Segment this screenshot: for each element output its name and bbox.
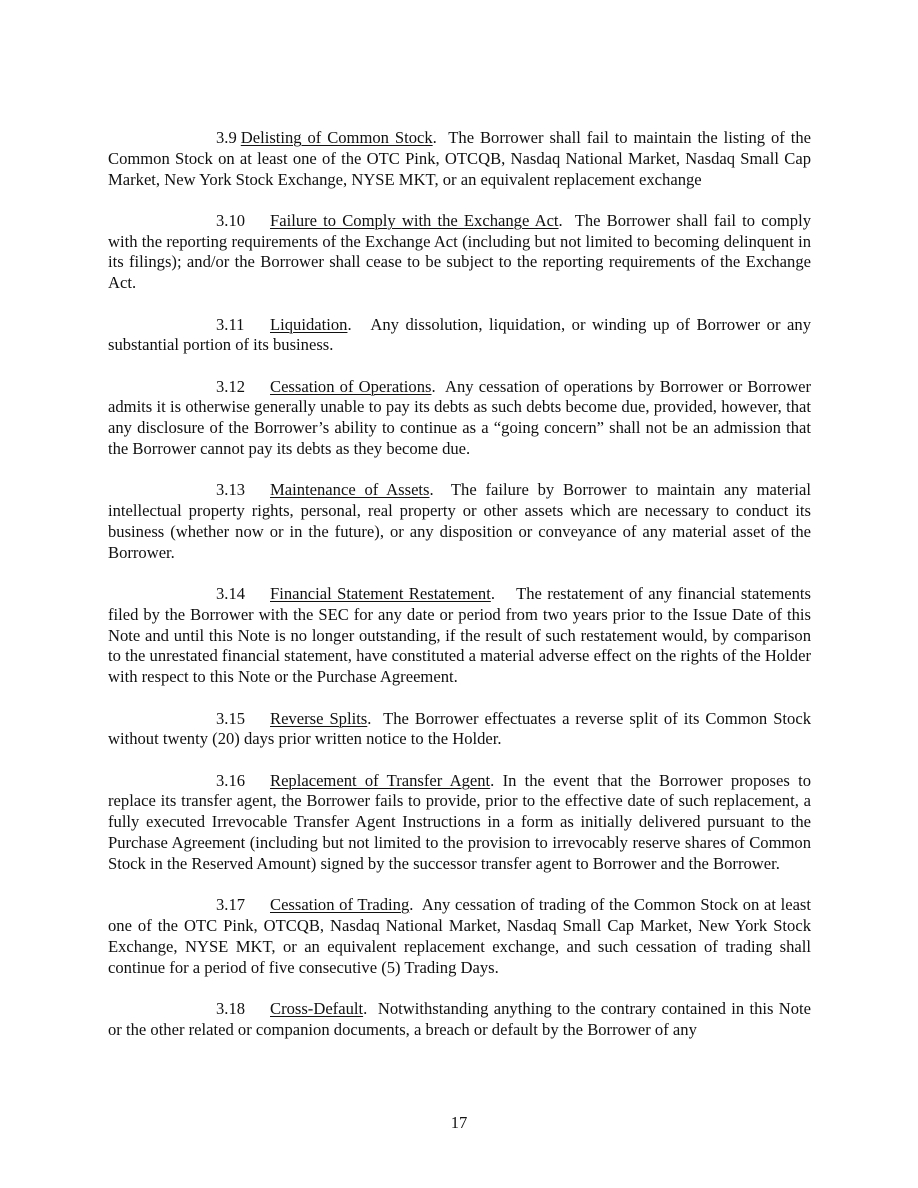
section-3-12: 3.12 Cessation of Operations. Any cessation of operations by Borrower or Borrower admits it is otherwise generally unable to pay its debts as such debts become due, provided, however, that any disclosure of the Borrower’s ability to continue as a “going concern” shall not be an admission that the Borrower cannot pay its debts as they become due. bbox=[108, 376, 812, 459]
section-title: Cessation of Operations bbox=[270, 376, 432, 396]
section-text: In the event that the Borrower proposes to replace its transfer agent, the Borrower fails to provide, prior to the effective date of such replacement, a fully executed Irrevocable Transfer Agent Instructions in a form as initially delivered pursuant to the Purchase Agreement (including but not limited to the provision to irrevocably reserve shares of Common Stock in the Reserved Amount) signed by the successor transfer agent to Borrower and the Borrower. bbox=[108, 770, 812, 873]
section-title: Liquidation bbox=[270, 314, 348, 334]
section-title: Replacement of Transfer Agent bbox=[270, 770, 491, 790]
section-title: Delisting of Common Stock bbox=[240, 128, 433, 147]
document-body bbox=[108, 128, 811, 1061]
section-text: The failure by Borrower to maintain any material intellectual property rights, personal, real property or other assets which are necessary to conduct its business (whether now or in the future), or any disposition or conveyance of any material asset of the Borrower. bbox=[108, 480, 811, 562]
section-title: Cross-Default bbox=[270, 998, 364, 1018]
section-number: 3.9 bbox=[216, 128, 237, 147]
section-number: 3.13 bbox=[216, 480, 246, 500]
section-text: Any cessation of operations by Borrower or Borrower admits it is otherwise generally unable to pay its debts as such debts become due, provided, however, that any disclosure of the Borrower’s ability to continue as a “going concern” shall not be an admission that the Borrower cannot pay its debts as they become due. bbox=[108, 376, 812, 459]
section-3-18: 3.18 Cross-Default. Notwithstanding anything to the contrary contained in this Note or the other related or companion documents, a breach or default by the Borrower of any bbox=[108, 998, 812, 1039]
section-number: 3.10 bbox=[216, 210, 246, 230]
section-text: Any dissolution, liquidation, or winding up of Borrower or any substantial portion of its business. bbox=[108, 314, 812, 355]
section-title: Reverse Splits bbox=[270, 708, 368, 728]
section-title: Failure to Comply with the Exchange Act bbox=[270, 210, 559, 230]
section-number: 3.14 bbox=[216, 584, 246, 604]
section-number: 3.18 bbox=[216, 998, 246, 1018]
section-title: Financial Statement Restatement bbox=[270, 584, 491, 604]
section-number: 3.11 bbox=[216, 314, 245, 334]
section-text: Any cessation of trading of the Common Stock on at least one of the OTC Pink, OTCQB, Nasdaq National Market, Nasdaq Small Cap Market, New York Stock Exchange, NYSE MKT, or an equivalent replacement exchange, and such cessation of trading shall continue for a period of five consecutive (5) Trading Days. bbox=[108, 895, 812, 977]
section-3-16: 3.16 Replacement of Transfer Agent. In the event that the Borrower proposes to replace its transfer agent, the Borrower fails to provide, prior to the effective date of such replacement, a fully executed Irrevocable Transfer Agent Instructions in a form as initially delivered pursuant to the Purchase Agreement (including but not limited to the provision to irrevocably reserve shares of Common Stock in the Reserved Amount) signed by the successor transfer agent to Borrower and the Borrower. bbox=[108, 770, 812, 873]
section-3-9: 3.9 Delisting of Common Stock. The Borrower shall fail to maintain the listing of the Common Stock on at least one of the OTC Pink, OTCQB, Nasdaq National Market, Nasdaq Small Cap Market, New York Stock Exchange, NYSE MKT, or an equivalent replacement exchange bbox=[108, 128, 811, 189]
section-number: 3.15 bbox=[216, 708, 246, 728]
section-3-13: 3.13 Maintenance of Assets. The failure by Borrower to maintain any material intellectual property rights, personal, real property or other assets which are necessary to conduct its business (whether now or in the future), or any disposition or conveyance of any material asset of the Borrower. bbox=[108, 480, 811, 562]
section-3-14: 3.14 Financial Statement Restatement. The restatement of any financial statements filed by the Borrower with the SEC for any date or period from two years prior to the Issue Date of this Note and until this Note is no longer outstanding, if the result of such restatement would, by comparison to the unrestated financial statement, have constituted a material adverse effect on the rights of the Holder with respect to this Note or the Purchase Agreement. bbox=[108, 584, 811, 687]
section-title: Cessation of Trading bbox=[270, 895, 410, 915]
section-text: The Borrower effectuates a reverse split of its Common Stock without twenty (20) days prior written notice to the Holder. bbox=[108, 708, 811, 749]
section-3-17: 3.17 Cessation of Trading. Any cessation of trading of the Common Stock on at least one of the OTC Pink, OTCQB, Nasdaq National Market, Nasdaq Small Cap Market, New York Stock Exchange, NYSE MKT, or an equivalent replacement exchange, and such cessation of trading shall continue for a period of five consecutive (5) Trading Days. bbox=[108, 895, 812, 977]
section-3-10: 3.10 Failure to Comply with the Exchange Act. The Borrower shall fail to comply with the reporting requirements of the Exchange Act (including but not limited to becoming delinquent in its filings); and/or the Borrower shall cease to be subject to the reporting requirements of the Exchange Act. bbox=[108, 210, 811, 293]
section-title: Maintenance of Assets bbox=[270, 480, 430, 500]
section-3-15: 3.15 Reverse Splits. The Borrower effectuates a reverse split of its Common Stock without twenty (20) days prior written notice to the Holder. bbox=[108, 708, 811, 749]
section-number: 3.17 bbox=[216, 895, 246, 915]
section-text: Notwithstanding anything to the contrary contained in this Note or the other related or companion documents, a breach or default by the Borrower of any bbox=[108, 998, 812, 1039]
section-number: 3.12 bbox=[216, 376, 246, 396]
section-text: The Borrower shall fail to maintain the listing of the Common Stock on at least one of the OTC Pink, OTCQB, Nasdaq National Market, Nasdaq Small Cap Market, New York Stock Exchange, NYSE MKT, or an equivalent replacement exchange bbox=[108, 128, 811, 189]
section-text: The restatement of any financial statements filed by the Borrower with the SEC for any date or period from two years prior to the Issue Date of this Note and until this Note is no longer outstanding, if the result of such restatement would, by comparison to the unrestated financial statement, have constituted a material adverse effect on the rights of the Holder with respect to this Note or the Purchase Agreement. bbox=[108, 584, 811, 687]
section-3-11: 3.11 Liquidation. Any dissolution, liquidation, or winding up of Borrower or any substantial portion of its business. bbox=[108, 314, 812, 355]
page-number: 17 bbox=[450, 1113, 468, 1132]
section-text: The Borrower shall fail to comply with the reporting requirements of the Exchange Act (including but not limited to becoming delinquent in its filings); and/or the Borrower shall cease to be subject to the reporting requirements of the Exchange Act. bbox=[108, 210, 811, 293]
section-number: 3.16 bbox=[216, 770, 246, 790]
